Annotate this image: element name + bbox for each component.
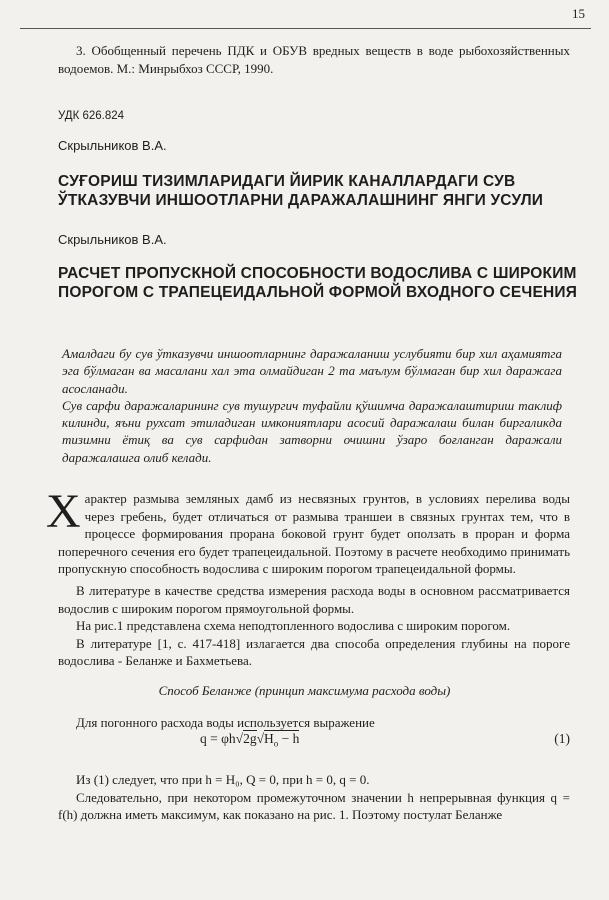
title-uzbek: СУҒОРИШ ТИЗИМЛАРИДАГИ ЙИРИК КАНАЛЛАРДАГИ СУВ ЎТКАЗУВЧИ ИНШООТЛАРНИ ДАРАЖАЛАШНИНГ ЯНГИ УСУЛИ: [58, 173, 544, 209]
abstract-paragraph-1: Амалдаги бу сув ўтказувчи иншоотларнинг даражаланиш услубияти бир хил аҳамиятга эга бўлмаган ва масалани хал эта олмайдиган 2 та маълум бўлмаган бир хил даражага асосланади.: [62, 346, 562, 396]
abstract: [62, 345, 562, 466]
reference-item: 3. Обобщенный перечень ПДК и ОБУВ вредных веществ в воде рыбохозяйственных водоемов. М.: Минрыбхоз СССР, 1990.: [58, 43, 570, 76]
paragraph-3: На рис.1 представлена схема неподтопленного водослива с широким порогом.: [76, 618, 511, 634]
equation-1: [58, 731, 570, 753]
body-continuation: [58, 771, 570, 824]
formula-intro: [58, 714, 570, 732]
author-uz: Скрыльников В.А.: [58, 138, 167, 153]
header-rule: [20, 28, 591, 29]
paragraph-1-text: арактер размыва земляных дамб из несвязных грунтов, в условиях перелива воды через гребень, будет отличаться от размыва траншеи в связных грунтах тем, что в процессе формирования прорана боковой грунт будет оползать в проран и форма поперечного сечения его будет трапецеидальной. Поэтому в расчете необходимо принимать пропускную способность водослива с широким порогом трапецеидальной формы.: [58, 491, 570, 577]
udk-code: УДК 626.824: [58, 110, 125, 122]
author-ru: Скрыльников В.А.: [58, 232, 167, 247]
formula-H-sub: o: [273, 738, 279, 749]
section-subheading: Способ Беланже (принцип максимума расхода воды): [158, 683, 451, 698]
paragraph-7: Следовательно, при некотором промежуточном значении h непрерывная функция q = f(h) должна иметь максимум, как показано на рис. 1. Поэтому постулат Беланже: [58, 789, 570, 823]
formula-sqrt-2g: 2g: [243, 731, 257, 746]
title-russian: РАСЧЕТ ПРОПУСКНОЙ СПОСОБНОСТИ ВОДОСЛИВА С ШИРОКИМ ПОРОГОМ С ТРАПЕЦЕИДАЛЬНОЙ ФОРМОЙ ВХОДНОГО СЕЧЕНИЯ: [58, 265, 578, 301]
abstract-paragraph-2: Сув сарфи даражаларининг сув тушургич туфайли қўшимча даражалаштириш таклиф килинди, яъни рухсат этиладиган имкониятлари асосий даражалаш билан биргаликда тизимни ётиқ ва сув сарфидан затворни очишни ўзаро боғланган даражали даражалашга олиб келади.: [62, 397, 562, 465]
formula: $q = \varphi h√2g√H_o - h$: [200, 731, 300, 749]
formula-H: H: [264, 731, 274, 746]
paragraph-5: Для погонного расхода воды используется выражение: [76, 715, 375, 730]
paragraph-1: [46, 485, 570, 578]
body-intro: [46, 485, 570, 670]
paragraph-2: В литературе в качестве средства измерения расхода воды в основном рассматривается водослив с широким порогом прямоугольной формы.: [58, 582, 570, 616]
page-number: 15: [572, 6, 585, 21]
paragraph-4: В литературе [1, с. 417-418] излагается два способа определения глубины на пороге водослива - Беланже и Бахметьева.: [58, 635, 570, 669]
drop-cap: Х: [46, 485, 81, 538]
formula-minus-h: − h: [278, 731, 300, 746]
formula-lhs: q = φh: [200, 731, 236, 746]
formula-sqrt-head: [264, 730, 300, 749]
paragraph-6: Из (1) следует, что при h = H₀, Q = 0, при h = 0, q = 0.: [76, 772, 370, 787]
equation-number: (1): [554, 731, 570, 746]
